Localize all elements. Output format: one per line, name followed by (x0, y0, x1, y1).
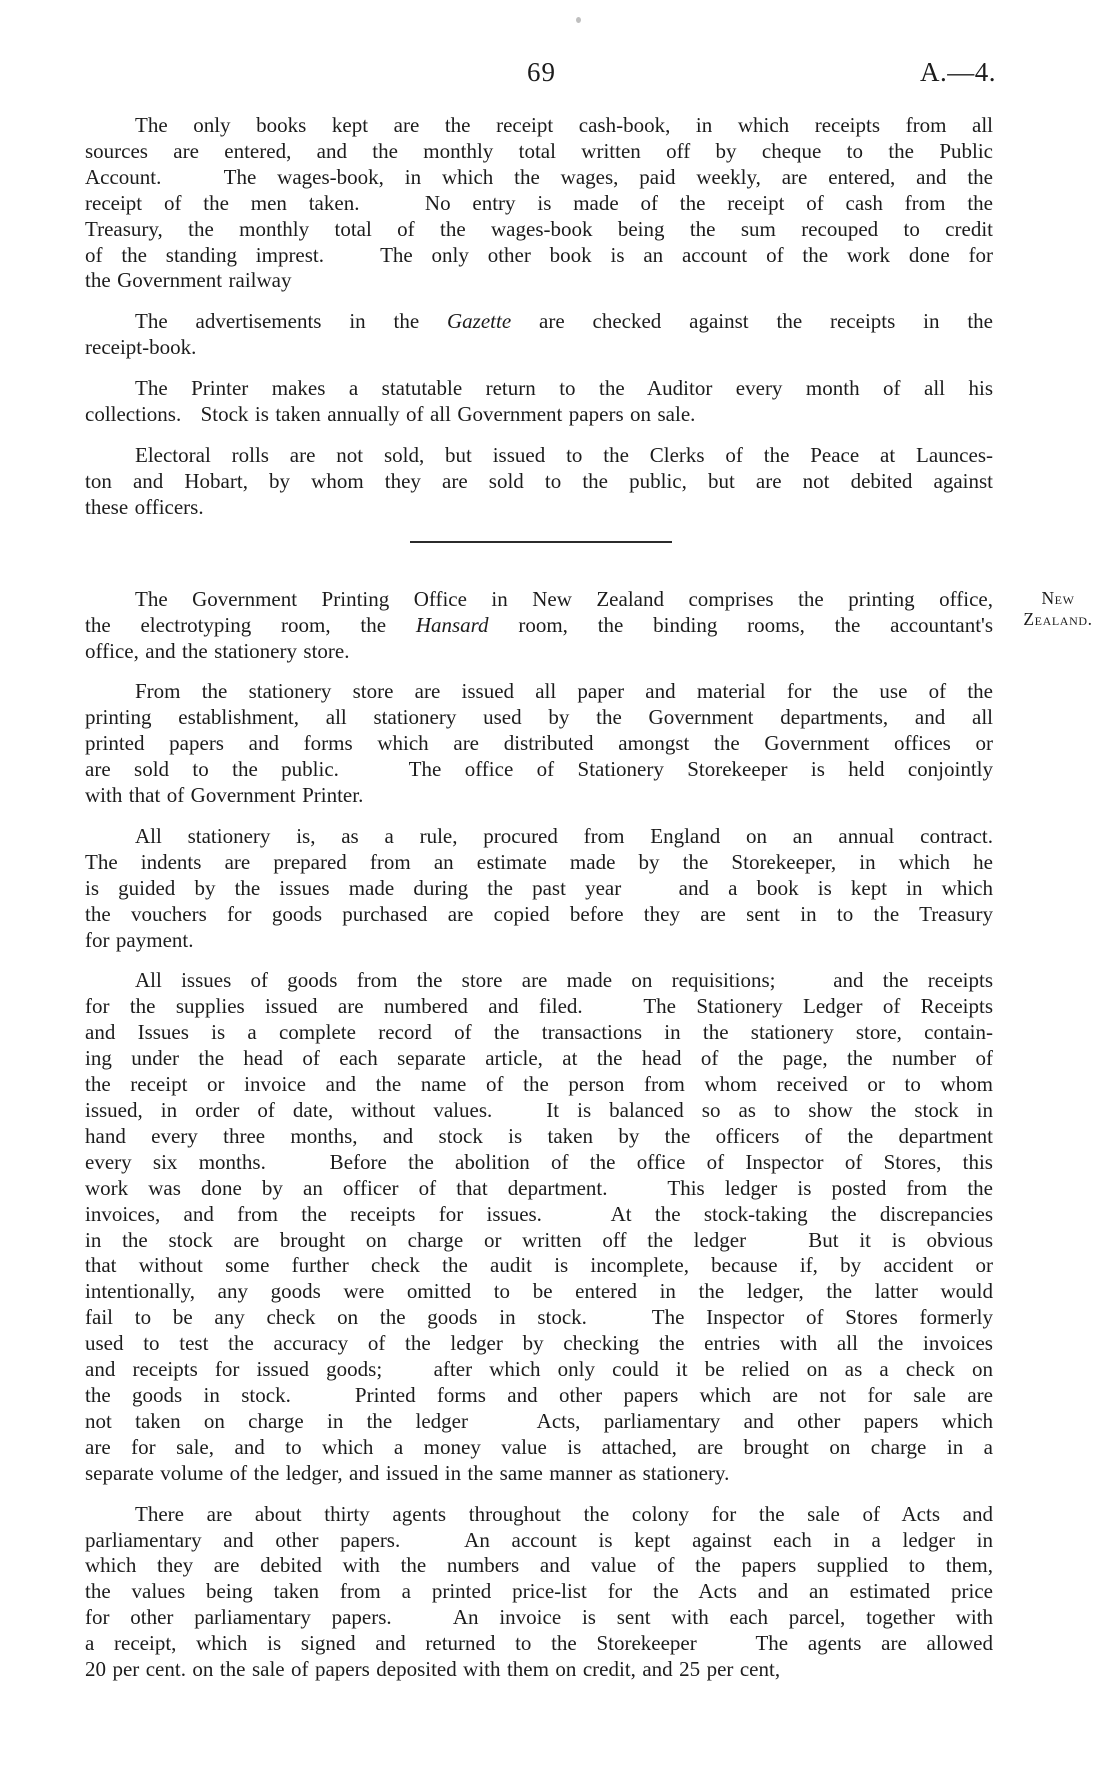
text-line (85, 679, 993, 705)
text-run: All stationery is, as a rule, procured from England on an annual contract. (135, 823, 993, 848)
text-run: the Government railway (85, 268, 292, 293)
text-line (85, 850, 993, 876)
text-run: for payment. (85, 927, 194, 952)
text-run: intentionally, any goods were omitted to be entered in the ledger, the latter would (85, 1279, 993, 1304)
document-reference: A.—4. (920, 57, 996, 87)
text-run: in the stock are brought on charge or written off the ledger But it is obvious (85, 1227, 993, 1252)
text-run: The advertisements in the (135, 309, 448, 334)
text-line (85, 1579, 993, 1605)
text-run: All issues of goods from the store are made on requisitions; and the receipts (135, 968, 993, 993)
text-run: The Printer makes a statutable return to the Auditor every month of all his (135, 376, 993, 401)
text-run: of the standing imprest. The only other book is an account of the work done for (85, 242, 993, 267)
scan-speck-artifact (576, 17, 581, 23)
text-run: the receipt or invoice and the name of the person from whom received or to whom (85, 1072, 993, 1097)
paragraph (85, 587, 993, 665)
text-run: Account. The wages-book, in which the wages, paid weekly, are entered, and the (85, 164, 993, 189)
text-line (85, 1605, 993, 1631)
text-run: ing under the head of each separate article, at the head of the page, the number of (85, 1046, 993, 1071)
text-line (85, 1331, 993, 1357)
text-run: issued, in order of date, without values. It is balanced so as to show the stock in (85, 1098, 993, 1122)
text-line (85, 402, 993, 428)
text-line (85, 1657, 993, 1683)
text-run: printed papers and forms which are distributed amongst the Government offices or (85, 731, 993, 756)
text-line (85, 1253, 993, 1279)
text-line (85, 1098, 993, 1124)
text-run: collections. Stock is taken annually of all Government papers on sale. (85, 402, 696, 427)
text-line (85, 1202, 993, 1228)
text-line (85, 217, 993, 243)
text-run: ton and Hobart, by whom they are sold to the public, but are not debited against (85, 468, 993, 493)
section-tasmania-continued (85, 113, 993, 521)
text-line (85, 928, 993, 954)
text-line (85, 113, 993, 139)
text-line (85, 139, 993, 165)
text-line (85, 876, 993, 902)
text-run: sources are entered, and the monthly total written off by cheque to the Public (85, 138, 993, 163)
text-run: From the stationery store are issued all paper and material for the use of the (135, 679, 993, 704)
paragraph (85, 968, 993, 1486)
text-line (85, 1383, 993, 1409)
text-line (85, 613, 993, 639)
text-run: fail to be any check on the goods in stock. The Inspector of Stores formerly (85, 1305, 993, 1330)
text-line (85, 469, 993, 495)
text-run: are for sale, and to which a money value is attached, are brought on charge in a (85, 1434, 993, 1459)
text-line (85, 1553, 993, 1579)
text-line (85, 968, 993, 994)
text-run: these officers. (85, 494, 204, 519)
text-line (85, 376, 993, 402)
text-run: used to test the accuracy of the ledger by checking the entries with all the invoices (85, 1331, 993, 1356)
text-line (85, 1409, 993, 1435)
text-line (85, 1072, 993, 1098)
margin-note-new-zealand (1010, 588, 1106, 630)
text-line (85, 268, 993, 294)
section-divider-rule (410, 541, 672, 543)
text-run: a receipt, which is signed and returned to the Storekeeper The agents are allowed (85, 1631, 993, 1656)
text-run: The only books kept are the receipt cash-book, in which receipts from all (135, 113, 993, 137)
text-line (85, 639, 993, 665)
text-line (85, 165, 993, 191)
text-run: The indents are prepared from an estimate made by the Storekeeper, in which he (85, 849, 993, 874)
text-line (85, 1279, 993, 1305)
text-run: the values being taken from a printed price-list for the Acts and an estimated price (85, 1579, 993, 1604)
text-run: the goods in stock. Printed forms and other papers which are not for sale are (85, 1382, 993, 1407)
text-run: every six months. Before the abolition of the office of Inspector of Stores, this (85, 1149, 993, 1174)
margin-note-line: New (1041, 588, 1075, 608)
text-run: Electoral rolls are not sold, but issued to the Clerks of the Peace at Launces- (135, 442, 993, 467)
text-run: for other parliamentary papers. An invoice is sent with each parcel, together with (85, 1605, 993, 1630)
text-run: not taken on charge in the ledger Acts, parliamentary and other papers which (85, 1408, 993, 1433)
text-run: receipt of the men taken. No entry is made of the receipt of cash from the (85, 190, 993, 215)
text-run: Treasury, the monthly total of the wages-book being the sum recouped to credit (85, 216, 993, 241)
text-line (85, 783, 993, 809)
paragraph (85, 376, 993, 428)
text-line (85, 1228, 993, 1254)
text-run: that without some further check the audit is incomplete, because if, by accident or (85, 1253, 993, 1278)
page-number: 69 (527, 57, 556, 87)
text-run: receipt-book. (85, 335, 197, 360)
text-line (85, 1020, 993, 1046)
text-line (85, 1305, 993, 1331)
text-line (85, 1631, 993, 1657)
paragraph (85, 824, 993, 954)
text-run: parliamentary and other papers. An account is kept against each in a ledger in (85, 1527, 993, 1552)
text-run: invoices, and from the receipts for issues. At the stock-taking the discrepancies (85, 1201, 993, 1226)
text-run: hand every three months, and stock is taken by the officers of the department (85, 1123, 993, 1148)
text-run: There are about thirty agents throughout the colony for the sale of Acts and (135, 1501, 993, 1526)
text-run: with that of Government Printer. (85, 783, 364, 808)
text-run: separate volume of the ledger, and issued in the same manner as stationery. (85, 1460, 730, 1485)
paragraph (85, 443, 993, 521)
text-line (85, 1124, 993, 1150)
margin-note-line: Zealand. (1023, 609, 1093, 629)
text-line (85, 587, 993, 613)
text-line (85, 1435, 993, 1461)
text-run: and Issues is a complete record of the transactions in the stationery store, contain- (85, 1020, 993, 1045)
text-line (85, 495, 993, 521)
page-body (85, 100, 993, 1683)
text-run: for the supplies issued are numbered and filed. The Stationery Ledger of Receipts (85, 994, 993, 1019)
text-line (85, 1176, 993, 1202)
text-line (85, 1461, 993, 1487)
paragraph (85, 1502, 993, 1683)
paragraph (85, 309, 993, 361)
paragraph (85, 679, 993, 809)
text-run: 20 per cent. on the sale of papers deposited with them on credit, and 25 per cent, (85, 1657, 781, 1682)
text-run: are sold to the public. The office of Stationery Storekeeper is held conjointly (85, 757, 993, 782)
text-line (85, 994, 993, 1020)
section-new-zealand (85, 587, 993, 1683)
italic-text: Hansard (415, 612, 489, 637)
text-run: printing establishment, all stationery used by the Government departments, and all (85, 705, 993, 730)
page-header (0, 57, 1114, 89)
text-line (85, 1528, 993, 1554)
text-run: which they are debited with the numbers and value of the papers supplied to them, (85, 1553, 993, 1578)
text-line (85, 1150, 993, 1176)
text-line (85, 757, 993, 783)
text-line (85, 443, 993, 469)
text-line (85, 902, 993, 928)
text-line (85, 731, 993, 757)
text-line (85, 1046, 993, 1072)
text-line (85, 191, 993, 217)
text-run: the vouchers for goods purchased are copied before they are sent in to the Treasury (85, 901, 993, 926)
text-run: is guided by the issues made during the past year and a book is kept in which (85, 875, 993, 900)
text-line (85, 705, 993, 731)
text-run: work was done by an officer of that department. This ledger is posted from the (85, 1175, 993, 1200)
paragraph (85, 113, 993, 294)
text-run: the electrotyping room, the (85, 612, 416, 637)
text-line (85, 309, 993, 335)
text-line (85, 1357, 993, 1383)
text-run: The Government Printing Office in New Zealand comprises the printing office, (135, 586, 993, 611)
text-run: are checked against the receipts in the (511, 309, 993, 334)
text-line (85, 1502, 993, 1528)
italic-text: Gazette (447, 309, 512, 334)
text-line (85, 243, 993, 269)
text-run: office, and the stationery store. (85, 638, 350, 663)
text-run: room, the binding rooms, the accountant's (488, 612, 993, 637)
text-run: and receipts for issued goods; after which only could it be relied on as a check on (85, 1357, 993, 1382)
text-line (85, 335, 993, 361)
text-line (85, 824, 993, 850)
